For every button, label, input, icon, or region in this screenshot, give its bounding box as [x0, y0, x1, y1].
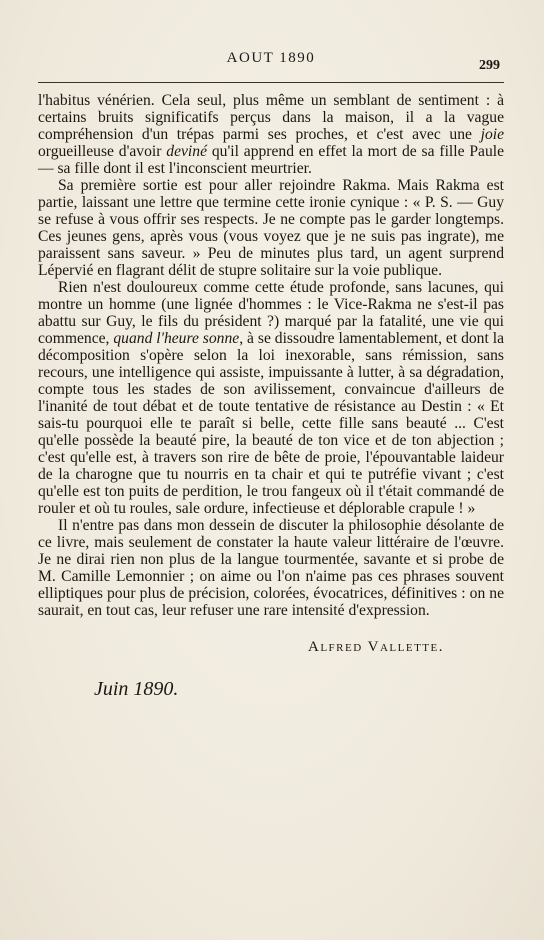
paragraph-text: Il n'entre pas dans mon dessein de discuter la philosophie désolante de ce livre, mais seulement de constater la haute valeur littéraire de l'œuvre. Je ne dirai rien non plus de la langue tourmentée, savante et si probe de M. Camille Lemonnier ; on aime ou l'on n'aime pas ces phrases souvent elliptiques pour plus de précision, colorées, évocatrices, définitives : on ne saurait, en tout cas, leur refuser une rare intensité d'expression. [38, 517, 504, 619]
emphasized-text: quand l'heure sonne [113, 330, 240, 347]
paragraph-text: qu'il apprend en effet la mort de sa fille Paule — sa fille dont il est l'inconscient meurtrier. [38, 143, 504, 177]
date-line: Juin 1890. [94, 678, 179, 700]
emphasized-text: deviné [166, 143, 207, 160]
paragraph-text: orgueilleuse d'avoir [38, 143, 167, 160]
running-head-title: AOUT 1890 [226, 50, 316, 66]
emphasized-text: joie [480, 126, 504, 143]
paragraph-text: Sa première sortie est pour aller rejoindre Rakma. Mais Rakma est partie, laissant une lettre que termine cette ironie cynique : « P. S. — Guy se refuse à vous offrir ses respects. Je ne compte pas le garder longtemps. Ces jeunes gens, après vous (vous voyez que je ne suis pas ingrate), me paraissent sans saveur. » Peu de minutes plus tard, un agent surprend Lépervié en flagrant délit de stupre solitaire sur la voie publique. [38, 177, 504, 279]
paragraph-text: Rien n'est douloureux comme cette étude profonde, sans lacunes, qui montre un homme (une lignée d'hommes : le Vice-Rakma ne s'est-il pas abattu sur Guy, le fils du président ?) marqué par la fatalité, une vie qui commence, [38, 279, 504, 347]
paragraph [38, 517, 504, 619]
paragraph [38, 92, 504, 177]
running-head [38, 0, 504, 78]
author-signature: Alfred Vallette. [308, 639, 444, 655]
page-number: 299 [479, 58, 500, 73]
header-rule [38, 82, 504, 83]
paragraph [38, 279, 504, 517]
paragraph-text: l'habitus vénérien. Cela seul, plus même un semblant de sentiment : à certains bruits significatifs perçus dans la maison, il a la vague compréhension d'un trépas parmi ses proches, et c'est avec une [38, 92, 504, 143]
article-body [38, 92, 504, 619]
paragraph-text: , à se dissoudre lamentablement, et dont la décomposition s'opère selon la loi inexorable, sans rémission, sans recours, une intelligence qui assiste, impuissante à lutter, à sa dégradation, compte tous les stades de son avilissement, convaincue d'ailleurs de l'inanité de tout débat et de toute tentative de résistance au Destin : « Et sais-tu pourquoi elle te paraît si belle, cette fille sans beauté ... C'est qu'elle possède la beauté pire, la beauté de ton vice et de ton abjection ; c'est qu'elle est, à travers son rire de bête de proie, l'épouvantable laideur de la charogne que tu nourris en ta chair et qui te putréfie vivant ; c'est qu'elle est ton puits de perdition, le trou fangeux où il t'était commandé de rouler et où tu roules, sale ordure, infectieuse et déplorable crapule ! » [38, 330, 504, 517]
paragraph [38, 177, 504, 279]
